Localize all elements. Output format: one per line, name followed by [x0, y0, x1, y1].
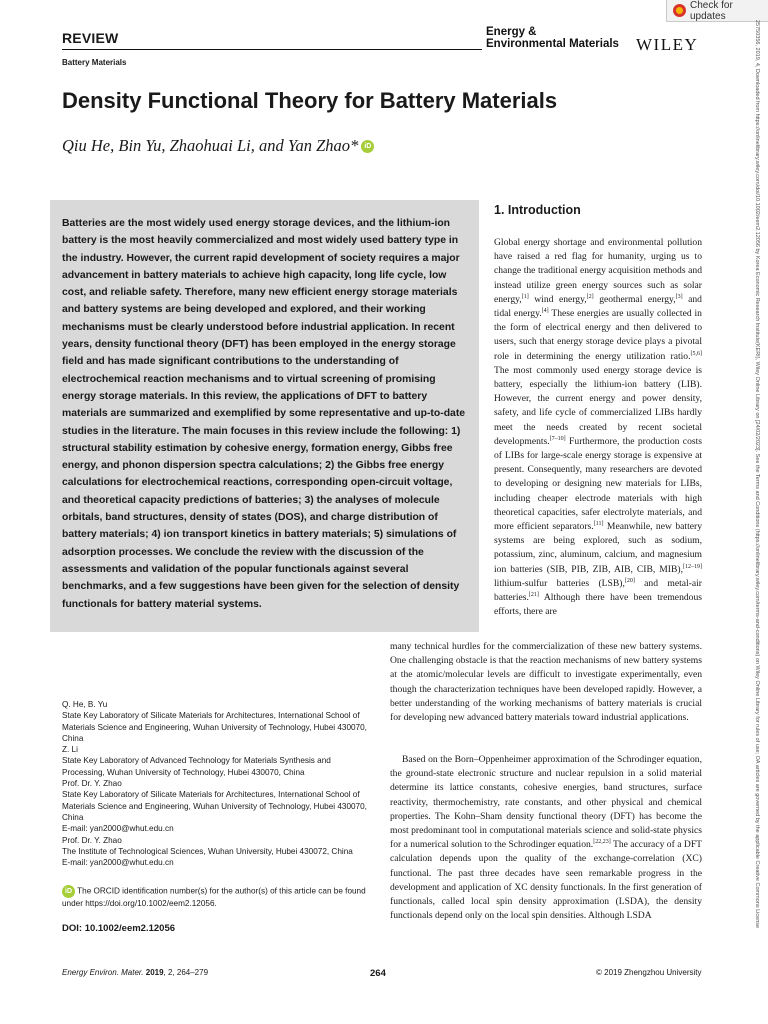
citation-ref[interactable]: [20] [624, 577, 635, 584]
affiliation-line: Prof. Dr. Y. Zhao [62, 779, 122, 789]
intro-paragraph-2: Based on the Born–Oppenheimer approximation of the Schrodinger equation, the ground-state electronic structure and nuclear repulsion in a solid material determine its lattice constants, cohesive energies, band structures, surface reactivity, thermochemistry, rate constants, and other physical and chemical properties. The Kohn–Sham density functional theory (DFT) has become the most predominant tool in computational materials science and solid-state physics for a numerical solution to the Schrodinger equation.[22,23] The accuracy of a DFT calculation depends upon the quality of the exchange-correlation (XC) functional. The past three decades have seen remarkable progress in the development and application of XC density functionals. In the first generation of functionals, called local spin density approximation (LSDA), the density functionals depend only on the local spin densities. Although LSDA [390, 754, 703, 922]
footer-citation [62, 968, 208, 977]
topic-label: Battery Materials [62, 58, 127, 67]
citation-ref[interactable]: [3] [675, 293, 683, 300]
orcid-note [62, 885, 372, 909]
footer-volume-pages: , 2, 264–279 [163, 968, 209, 977]
citation-ref[interactable]: [7–10] [549, 435, 566, 442]
intro-paragraph-1-column: Global energy shortage and environmental pollution have raised a red flag for humanity, urging us to change the traditional energy acquisition methods and instead utilize green energy sources such as solar energy,[1] wind energy,[2] geothermal energy,[3] and tidal energy.[4] These energies are usually collected in the form of electrical energy and then delivered to users, such that energy storage device plays a pivotal role in determining the energy utilization ratio.[5,6] The most commonly used energy storage device is battery, especially the lithium-ion battery (LIB). However, the current energy and power density, safety, and life cycle of commercialized LIBs hardly meet the needs created by recent societal developments.[7–10] Furthermore, the production costs of LIBs for large-scale energy storage is expensive at present. Consequently, many researchers are devoted to developing or designing new materials for LIBs, including cheaper electrode materials with high theoretical capacities, safer electrolyte materials, and more efficient separators.[11] Meanwhile, new battery systems are being explored, such as sodium, potassium, zinc, aluminum, calcium, and magnesium ion batteries (SIB, PIB, ZIB, AIB, CIB, MIB),[12–19] lithium-sulfur batteries (LSB),[20] and metal-air batteries.[21] Although there have been tremendous efforts, there are [494, 237, 702, 618]
citation-ref[interactable]: [12–19] [683, 563, 702, 570]
copyright: © 2019 Zhengzhou University [596, 968, 702, 977]
citation-ref[interactable]: [11] [593, 520, 604, 527]
affiliation-email[interactable]: E-mail: yan2000@whut.edu.cn [62, 858, 174, 868]
affiliation-email[interactable]: E-mail: yan2000@whut.edu.cn [62, 824, 174, 834]
journal-logo [486, 26, 619, 50]
citation-ref[interactable]: [5,6] [690, 350, 702, 357]
orcid-icon[interactable]: iD [361, 140, 374, 153]
affiliation-line: State Key Laboratory of Advanced Technology for Materials Synthesis and Processing, Wuhan University of Technology, Hubei 430070, China [62, 756, 331, 777]
affiliation-line: State Key Laboratory of Silicate Materials for Architectures, International School of Materials Science and Engineering, Wuhan University of Technology, Hubei 430070, China [62, 711, 367, 743]
page-number: 264 [370, 968, 386, 979]
abstract-box [50, 200, 479, 632]
footer-journal-name: Energy Environ. Mater. [62, 968, 144, 977]
abstract-text: Batteries are the most widely used energy storage devices, and the lithium-ion battery is the most heavily commercialized and most widely used battery type in the industry. However, the current rapid development of society requires a major advancement in battery materials to achieve high capacity, long life cycle, low cost, and reliable safety. Therefore, many new efficient energy storage materials and battery systems are being developed and explored, and their working mechanisms must be clearly understood before industrial application. In recent years, density functional theory (DFT) has been employed in the energy storage field and has made significant contributions to the understanding of electrochemical reaction mechanisms and to virtual screening of promising energy storage materials. In this review, the applications of DFT to battery materials are summarized and exemplified by some representative and up-to-date studies in the literature. The main focuses in this review include the following: 1) structural stability estimation by cohesive energy, formation energy, Gibbs free energy, and phonon dispersion spectra calculations; 2) the Gibbs free energy calculations for electrochemical reactions, corresponding open-circuit voltage, and theoretical capacity predictions of batteries; 3) the analyses of molecule orbitals, band structures, density of states (DOS), and charge distribution of battery materials; 4) ion transport kinetics in battery materials; 5) simulations of adsorption processes. We conclude the review with the discussion of the assessments and validation of the popular functionals against several benchmarks, and a few suggestions have been given for the selection of density functionals for battery material systems. [62, 218, 466, 610]
publisher-logo: WILEY [636, 35, 699, 54]
affiliation-line: The Institute of Technological Sciences, Wuhan University, Hubei 430072, China [62, 846, 353, 856]
header-divider [62, 49, 482, 50]
citation-ref[interactable]: [21] [528, 591, 539, 598]
affiliations [62, 699, 374, 868]
intro-paragraph-1-continued: many technical hurdles for the commercialization of these new battery systems. One challenging obstacle is that the reaction mechanisms of new battery systems at the atomic/molecular levels are difficult to investigate experimentally, even though the characterization techniques have been developed rapidly. However, a better understanding of the working mechanisms of battery materials is crucial for developing new advanced battery materials toward industrial applications. [390, 641, 702, 724]
affiliation-line: Z. Li [62, 745, 78, 755]
journal-logo-line1: Energy & [486, 26, 537, 38]
download-side-note: 25750356, 2019, 4, Downloaded from https://onlinelibrary.wiley.com/doi/10.1002/eem2.12056 by Korea Economic Research Institute(KERI), Wiley Online Library on [24/02/2023]. See the Terms and Conditions (https://onlinelibrary.wiley.com/terms-and-conditions) on Wiley Online Library for rules of use; OA articles are governed by the applicable Creative Commons License [754, 20, 760, 929]
citation-ref[interactable]: [22,23] [593, 839, 611, 846]
section-label: REVIEW [62, 30, 119, 46]
affiliation-line: Prof. Dr. Y. Zhao [62, 835, 122, 845]
affiliation-line: State Key Laboratory of Silicate Materials for Architectures, International School of Materials Science and Engineering, Wuhan University of Technology, Hubei 430070, China [62, 790, 367, 822]
journal-logo-line2: Environmental Materials [486, 38, 619, 50]
check-for-updates-button[interactable] [666, 0, 768, 22]
author-names: Qiu He, Bin Yu, Zhaohuai Li, and Yan Zhao* [62, 136, 359, 155]
check-updates-label: Check for updates [690, 0, 733, 22]
citation-ref[interactable]: [1] [521, 293, 529, 300]
orcid-icon: iD [62, 885, 75, 898]
citation-ref[interactable]: [2] [586, 293, 594, 300]
affiliation-line: Q. He, B. Yu [62, 700, 108, 709]
intro-heading: 1. Introduction [494, 203, 581, 217]
doi-link[interactable]: DOI: 10.1002/eem2.12056 [62, 923, 176, 934]
citation-ref[interactable]: [4] [541, 307, 549, 314]
crossmark-icon [673, 4, 686, 17]
author-list [62, 136, 374, 156]
article-title: Density Functional Theory for Battery Materials [62, 88, 558, 113]
orcid-note-text: The ORCID identification number(s) for the author(s) of this article can be found under https://doi.org/10.1002/eem2.12056. [62, 886, 366, 908]
footer-year: 2019 [145, 968, 164, 977]
